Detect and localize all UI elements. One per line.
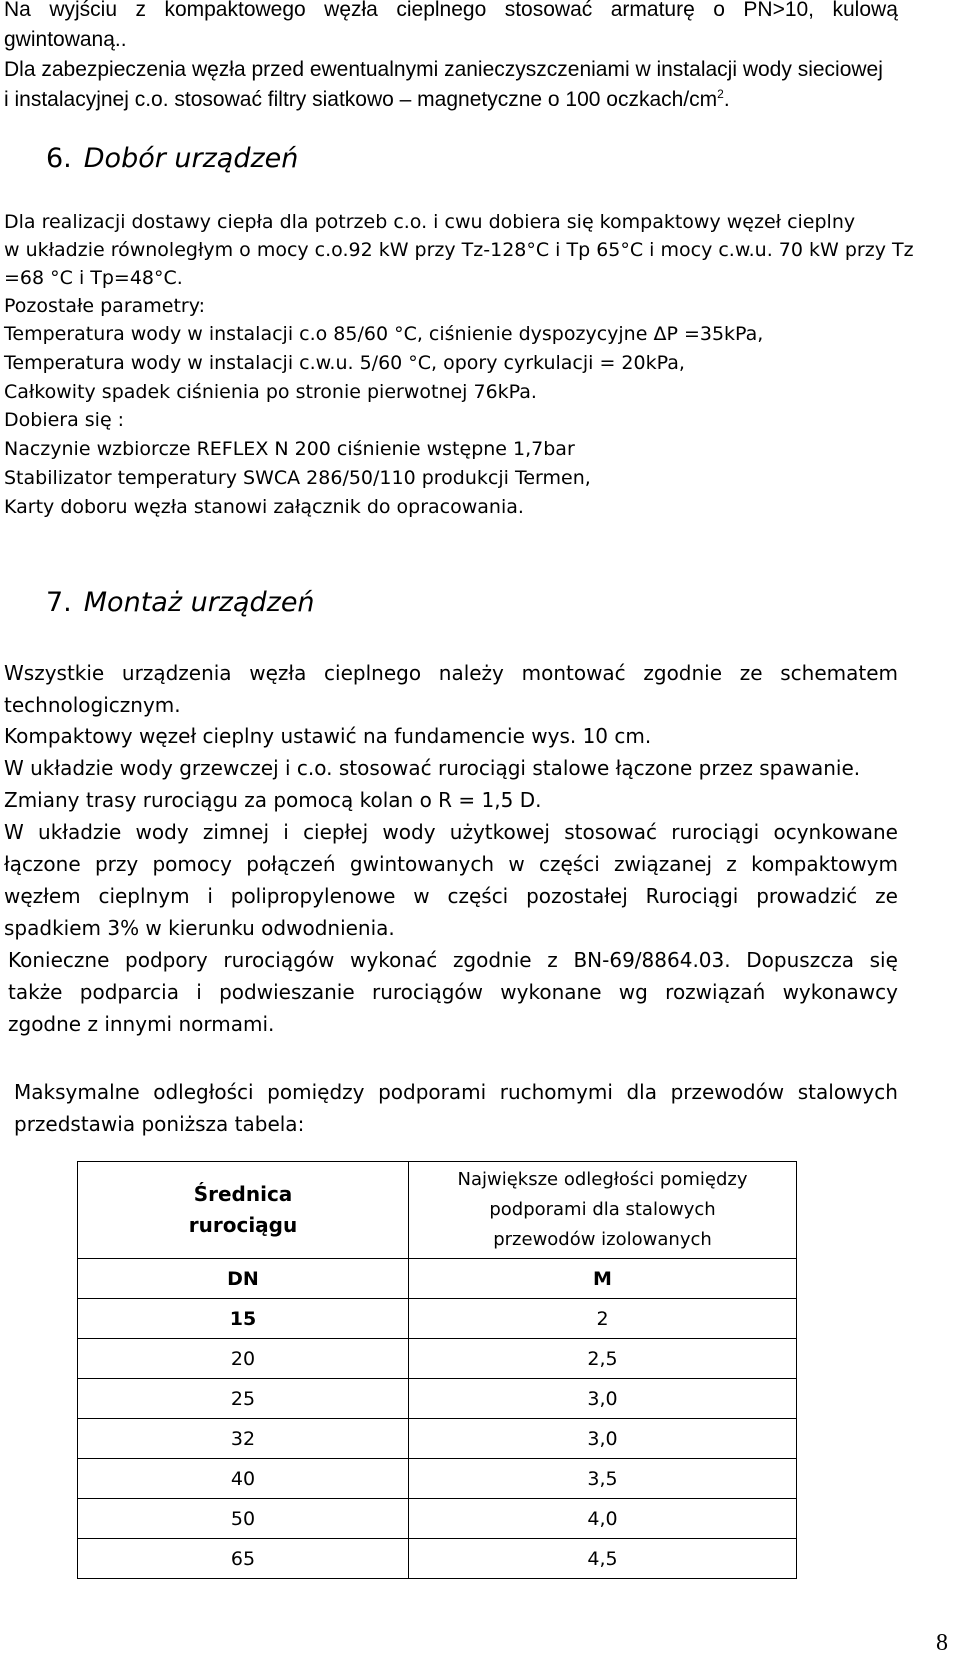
word: zgodnie <box>643 661 723 685</box>
word: gwintowanych <box>349 852 495 876</box>
word: prowadzić <box>756 884 858 908</box>
word: i <box>196 980 202 1004</box>
word: rurociągów <box>223 948 335 972</box>
header-distance-line-2: podporami dla stalowych <box>489 1199 716 1220</box>
cell-dn: 20 <box>78 1339 409 1379</box>
section-7-p6-line-3: zgodne z innymi normami. <box>8 1012 275 1036</box>
word: węzła <box>249 661 307 685</box>
header-distance-line-1: Największe odległości pomiędzy <box>457 1169 748 1190</box>
section-7-line-4: Zmiany trasy rurociągu za pomocą kolan o R = 1,5 D. <box>4 788 542 812</box>
page-number: 8 <box>936 1630 948 1656</box>
word: ciepłej <box>303 820 369 844</box>
word: łączone <box>4 852 81 876</box>
word: BN-69/8864.03. <box>573 948 731 972</box>
intro-line-4 <box>4 86 730 114</box>
word: Maksymalne <box>14 1080 140 1104</box>
header-distance-line-3: przewodów izolowanych <box>493 1229 712 1250</box>
cell-dn: 25 <box>78 1379 409 1419</box>
word: wg <box>618 980 648 1004</box>
table-row <box>78 1339 797 1379</box>
word: zgodnie <box>452 948 532 972</box>
section-6-title: Dobór urządzeń <box>83 143 299 174</box>
unit-dn: DN <box>78 1259 409 1299</box>
section-7-p1-line-2: technologicznym. <box>4 693 181 717</box>
intro-line-4-text: i instalacyjnej c.o. stosować filtry siatkowo – magnetyczne o 100 oczkach/cm <box>4 88 718 111</box>
section-6-line-8: Dobiera się : <box>4 409 125 431</box>
word: podwieszanie <box>219 980 355 1004</box>
section-6-heading <box>46 142 298 176</box>
word: należy <box>438 661 504 685</box>
word: pomiędzy <box>267 1080 365 1104</box>
cell-dn: 65 <box>78 1539 409 1579</box>
word: przy <box>94 852 139 876</box>
word: Wszystkie <box>4 661 105 685</box>
section-6-line-3: =68 °C i Tp=48°C. <box>4 267 183 289</box>
table-row <box>78 1299 797 1339</box>
word: związanej <box>614 852 713 876</box>
word: także <box>8 980 63 1004</box>
section-7-p7-line-2: przedstawia poniższa tabela: <box>14 1112 305 1136</box>
word: i <box>283 820 289 844</box>
word: wykonane <box>500 980 602 1004</box>
section-7-p6-line-1 <box>8 946 898 974</box>
word: Rurociągi <box>645 884 739 908</box>
section-6-line-5: Temperatura wody w instalacji c.o 85/60 °C, ciśnienie dyspozycyjne ΔP =35kPa, <box>4 323 764 345</box>
word: cieplnego <box>396 0 487 21</box>
cell-m: 3,0 <box>409 1379 797 1419</box>
word: pomocy <box>152 852 232 876</box>
section-7-p5-line-4: spadkiem 3% w kierunku odwodnienia. <box>4 916 395 940</box>
cell-dn: 32 <box>78 1419 409 1459</box>
word: układzie <box>38 820 122 844</box>
section-7-line-3: W układzie wody grzewczej i c.o. stosować rurociągi stalowe łączone przez spawanie. <box>4 756 861 780</box>
cell-dn: 40 <box>78 1459 409 1499</box>
section-6-line-9: Naczynie wzbiorcze REFLEX N 200 ciśnienie wstępne 1,7bar <box>4 438 575 460</box>
word: wykonać <box>350 948 438 972</box>
section-7-title: Montaż urządzeń <box>83 587 315 618</box>
header-diameter <box>78 1162 409 1259</box>
word: rurociągów <box>371 980 483 1004</box>
intro-line-3: Dla zabezpieczenia węzła przed ewentualnymi zanieczyszczeniami w instalacji wody sieciowej <box>4 58 883 81</box>
section-7-p5-line-1 <box>4 818 898 846</box>
table-unit-row <box>78 1259 797 1299</box>
word: rurociągi <box>671 820 760 844</box>
word: schematem <box>780 661 898 685</box>
intro-line-4-end: . <box>723 88 730 111</box>
word: ze <box>875 884 898 908</box>
word: użytkowej <box>449 820 550 844</box>
word: odległości <box>153 1080 254 1104</box>
section-6-line-2: w układzie równoległym o mocy c.o.92 kW przy Tz-128°C i Tp 65°C i mocy c.w.u. 70 kW przy Tz <box>4 239 914 261</box>
section-6-line-10: Stabilizator temperatury SWCA 286/50/110 produkcji Termen, <box>4 467 591 489</box>
section-7-number: 7. <box>46 587 72 618</box>
word: ocynkowane <box>773 820 898 844</box>
word: dla <box>626 1080 657 1104</box>
intro-line-4-sup: 2 <box>717 87 724 101</box>
table-row <box>78 1499 797 1539</box>
table-row <box>78 1539 797 1579</box>
word: kompaktowym <box>751 852 898 876</box>
word: stalowych <box>797 1080 898 1104</box>
word: węzłem <box>4 884 81 908</box>
word: polipropylenowe <box>230 884 396 908</box>
word: kompaktowego <box>164 0 306 21</box>
word: części <box>447 884 509 908</box>
word: ze <box>739 661 763 685</box>
cell-dn: 15 <box>78 1299 409 1339</box>
word: armaturę <box>610 0 695 21</box>
cell-m: 3,5 <box>409 1459 797 1499</box>
table-row <box>78 1379 797 1419</box>
word: wody <box>382 820 436 844</box>
word: podpory <box>125 948 208 972</box>
word: pozostałej <box>526 884 628 908</box>
section-7-heading <box>46 586 315 620</box>
section-6-line-6: Temperatura wody w instalacji c.w.u. 5/60 °C, opory cyrkulacji = 20kPa, <box>4 352 685 374</box>
word: podporami <box>378 1080 487 1104</box>
word: wykonawcy <box>782 980 898 1004</box>
word: montować <box>521 661 626 685</box>
cell-m: 3,0 <box>409 1419 797 1459</box>
word: stosować <box>564 820 657 844</box>
word: PN>10, <box>743 0 815 21</box>
table-header-row <box>78 1162 797 1259</box>
section-7-p6-line-2 <box>8 978 898 1006</box>
word: i <box>207 884 213 908</box>
cell-m: 4,5 <box>409 1539 797 1579</box>
word: W <box>4 820 24 844</box>
word: się <box>869 948 898 972</box>
word: z <box>547 948 558 972</box>
word: Konieczne <box>8 948 110 972</box>
section-7-p5-line-3 <box>4 882 898 910</box>
word: z <box>135 0 146 21</box>
word: urządzenia <box>121 661 232 685</box>
cell-dn: 50 <box>78 1499 409 1539</box>
word: wody <box>135 820 189 844</box>
table-row <box>78 1419 797 1459</box>
section-6-number: 6. <box>46 143 72 174</box>
word: części <box>538 852 600 876</box>
intro-line-1 <box>4 0 898 24</box>
unit-m: M <box>409 1259 797 1299</box>
header-distance <box>409 1162 797 1259</box>
section-7-p1-line-1 <box>4 659 898 687</box>
word: zimnej <box>202 820 269 844</box>
word: z <box>726 852 737 876</box>
word: Dopuszcza <box>746 948 854 972</box>
word: w <box>508 852 525 876</box>
section-6-line-7: Całkowity spadek ciśnienia po stronie pierwotnej 76kPa. <box>4 381 537 403</box>
section-7-p7-line-1 <box>14 1078 898 1106</box>
word: przewodów <box>670 1080 785 1104</box>
intro-line-2: gwintowaną.. <box>4 28 127 51</box>
pipe-support-table <box>77 1161 797 1579</box>
section-6-line-4: Pozostałe parametry: <box>4 295 206 317</box>
header-diameter-line-2: rurociągu <box>188 1213 298 1237</box>
word: węzła <box>324 0 378 21</box>
section-6-line-1: Dla realizacji dostawy ciepła dla potrzeb c.o. i cwu dobiera się kompaktowy węzeł cieplny <box>4 211 856 233</box>
word: podparcia <box>79 980 179 1004</box>
section-6-line-11: Karty doboru węzła stanowi załącznik do opracowania. <box>4 496 524 518</box>
cell-m: 2 <box>409 1299 797 1339</box>
word: stosować <box>504 0 593 21</box>
word: Na <box>4 0 31 21</box>
word: ruchomymi <box>499 1080 613 1104</box>
table-row <box>78 1459 797 1499</box>
word: rozwiązań <box>665 980 766 1004</box>
section-7-p5-line-2 <box>4 850 898 878</box>
word: kulową <box>832 0 898 21</box>
word: wyjściu <box>49 0 118 21</box>
word: cieplnego <box>324 661 422 685</box>
word: w <box>413 884 430 908</box>
header-diameter-line-1: Średnica <box>193 1182 293 1206</box>
cell-m: 4,0 <box>409 1499 797 1539</box>
word: połączeń <box>246 852 336 876</box>
word: cieplnym <box>98 884 190 908</box>
word: o <box>713 0 725 21</box>
section-7-line-2: Kompaktowy węzeł cieplny ustawić na fundamencie wys. 10 cm. <box>4 724 652 748</box>
cell-m: 2,5 <box>409 1339 797 1379</box>
